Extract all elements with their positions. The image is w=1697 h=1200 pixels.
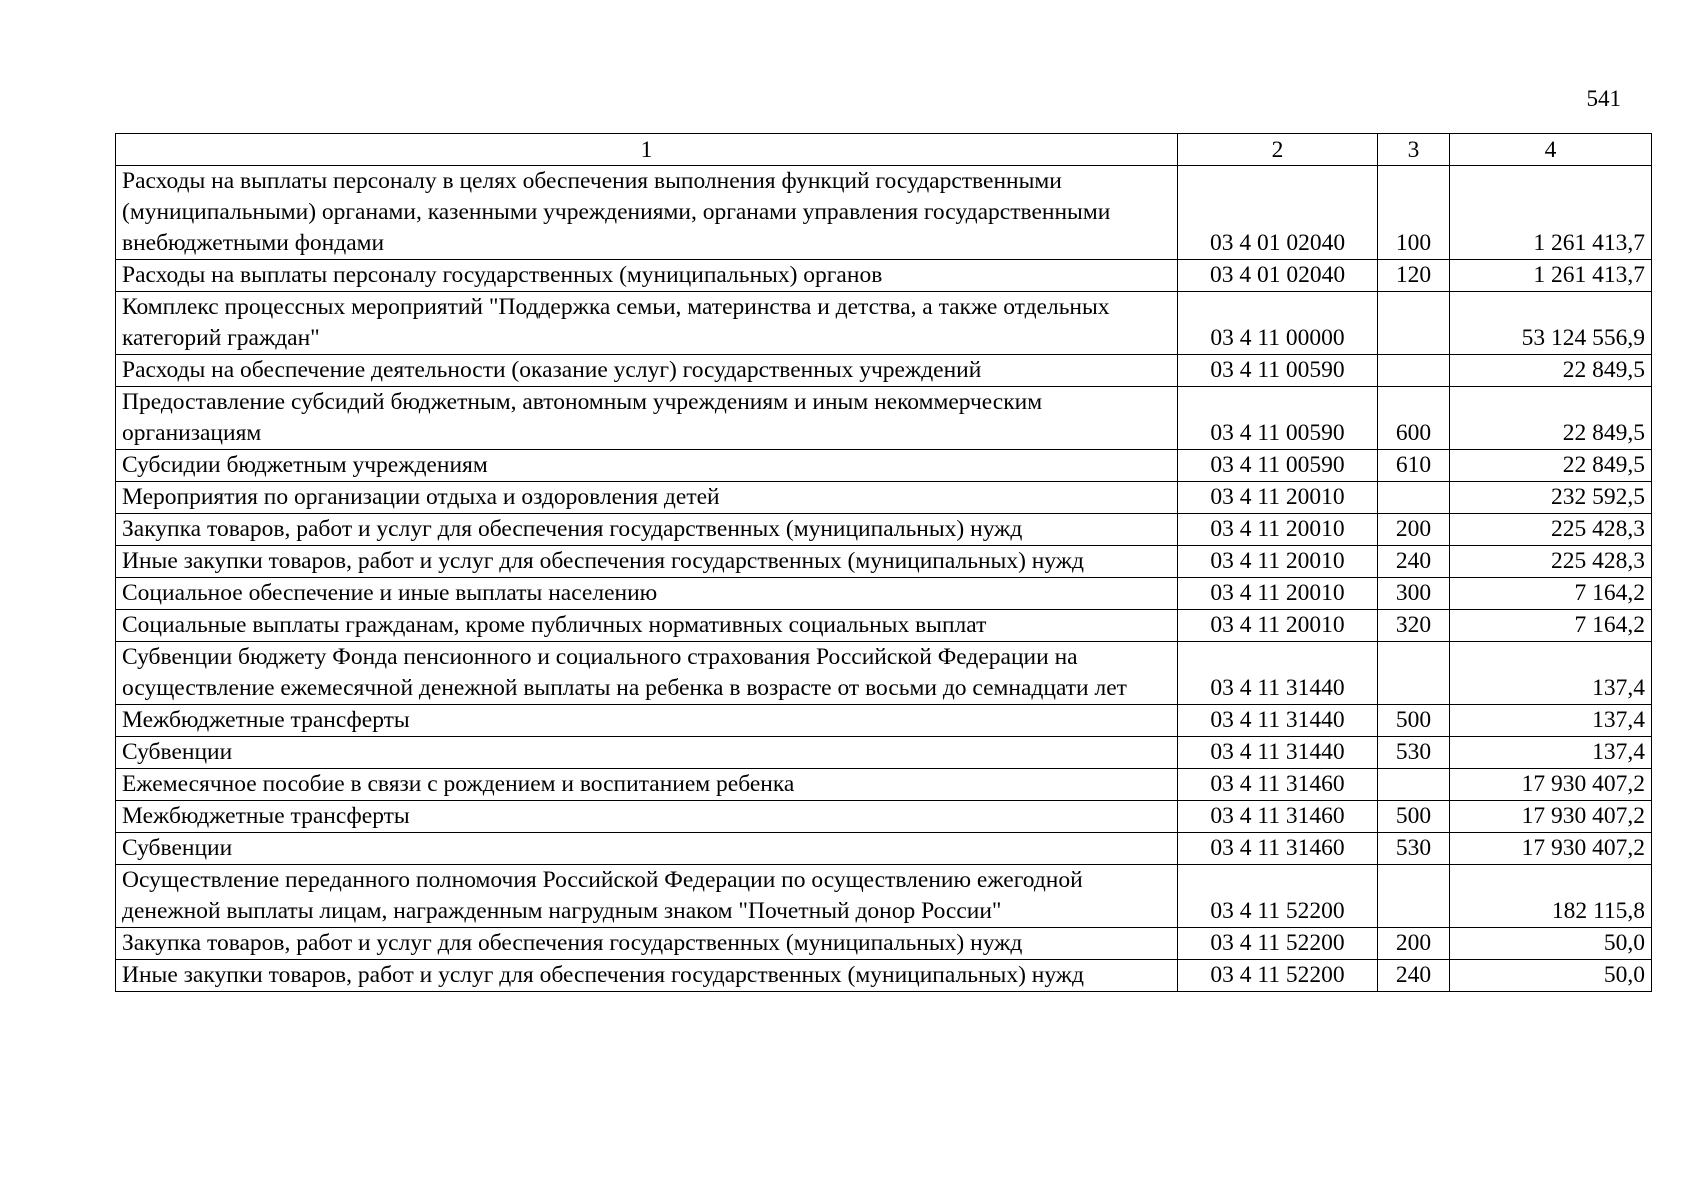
column-header-name: 1 [116,134,1178,166]
cell-expense-type [1378,865,1450,928]
cell-amount: 17 930 407,2 [1450,769,1652,801]
table-row [116,960,1652,992]
cell-expense-type: 530 [1378,833,1450,865]
cell-amount: 50,0 [1450,960,1652,992]
cell-expense-type: 120 [1378,260,1450,292]
cell-target-code: 03 4 11 52200 [1178,960,1378,992]
cell-amount: 7 164,2 [1450,610,1652,642]
table-row [116,166,1652,260]
table-row [116,292,1652,355]
cell-amount: 1 261 413,7 [1450,260,1652,292]
cell-amount: 232 592,5 [1450,482,1652,514]
cell-amount: 137,4 [1450,642,1652,705]
cell-target-code: 03 4 01 02040 [1178,260,1378,292]
table-row [116,705,1652,737]
cell-expense-type: 240 [1378,960,1450,992]
table-row [116,546,1652,578]
cell-expense-type: 100 [1378,166,1450,260]
cell-target-code: 03 4 11 31460 [1178,769,1378,801]
cell-amount: 22 849,5 [1450,450,1652,482]
cell-expense-type [1378,482,1450,514]
cell-amount: 182 115,8 [1450,865,1652,928]
cell-expense-type: 500 [1378,801,1450,833]
cell-target-code: 03 4 11 00590 [1178,355,1378,387]
table-row [116,578,1652,610]
table-row [116,514,1652,546]
cell-name: Расходы на выплаты персоналу в целях обеспечения выполнения функций государственными (муниципальными) органами, казенными учреждениями, органами управления государственными внебюджетными фондами [116,166,1178,260]
cell-target-code: 03 4 11 00000 [1178,292,1378,355]
table-header-row [116,134,1652,166]
cell-name: Субсидии бюджетным учреждениям [116,450,1178,482]
cell-amount: 1 261 413,7 [1450,166,1652,260]
cell-expense-type [1378,355,1450,387]
column-header-code: 2 [1178,134,1378,166]
cell-target-code: 03 4 11 52200 [1178,928,1378,960]
cell-name: Расходы на выплаты персоналу государственных (муниципальных) органов [116,260,1178,292]
cell-target-code: 03 4 11 31460 [1178,833,1378,865]
cell-name: Осуществление переданного полномочия Российской Федерации по осуществлению ежегодной денежной выплаты лицам, награжденным нагрудным знаком "Почетный донор России" [116,865,1178,928]
cell-target-code: 03 4 11 20010 [1178,578,1378,610]
cell-expense-type: 200 [1378,514,1450,546]
cell-amount: 22 849,5 [1450,387,1652,450]
cell-expense-type: 320 [1378,610,1450,642]
cell-amount: 137,4 [1450,737,1652,769]
cell-expense-type [1378,769,1450,801]
cell-expense-type: 500 [1378,705,1450,737]
table-row [116,801,1652,833]
table-row [116,355,1652,387]
column-header-type: 3 [1378,134,1450,166]
cell-name: Закупка товаров, работ и услуг для обеспечения государственных (муниципальных) нужд [116,928,1178,960]
cell-target-code: 03 4 11 20010 [1178,482,1378,514]
page-number: 541 [1586,86,1621,111]
cell-expense-type [1378,642,1450,705]
cell-name: Субвенции бюджету Фонда пенсионного и социального страхования Российской Федерации на осуществление ежемесячной денежной выплаты на ребенка в возрасте от восьми до семнадцати лет [116,642,1178,705]
table-row [116,387,1652,450]
table-body [116,166,1652,992]
table-row [116,482,1652,514]
cell-name: Социальное обеспечение и иные выплаты населению [116,578,1178,610]
cell-amount: 50,0 [1450,928,1652,960]
cell-target-code: 03 4 11 20010 [1178,514,1378,546]
table-row [116,260,1652,292]
cell-name: Межбюджетные трансферты [116,801,1178,833]
cell-target-code: 03 4 11 31440 [1178,642,1378,705]
cell-amount: 53 124 556,9 [1450,292,1652,355]
cell-amount: 225 428,3 [1450,546,1652,578]
cell-expense-type: 600 [1378,387,1450,450]
cell-target-code: 03 4 11 31440 [1178,737,1378,769]
cell-name: Ежемесячное пособие в связи с рождением и воспитанием ребенка [116,769,1178,801]
table-row [116,737,1652,769]
cell-name: Мероприятия по организации отдыха и оздоровления детей [116,482,1178,514]
budget-table [115,133,1652,992]
cell-target-code: 03 4 11 31440 [1178,705,1378,737]
cell-amount: 7 164,2 [1450,578,1652,610]
cell-amount: 137,4 [1450,705,1652,737]
cell-expense-type: 530 [1378,737,1450,769]
cell-expense-type: 200 [1378,928,1450,960]
table-row [116,769,1652,801]
cell-name: Закупка товаров, работ и услуг для обеспечения государственных (муниципальных) нужд [116,514,1178,546]
cell-name: Межбюджетные трансферты [116,705,1178,737]
table-row [116,450,1652,482]
table-row [116,865,1652,928]
cell-name: Иные закупки товаров, работ и услуг для обеспечения государственных (муниципальных) нужд [116,960,1178,992]
table-row [116,928,1652,960]
cell-name: Расходы на обеспечение деятельности (оказание услуг) государственных учреждений [116,355,1178,387]
cell-target-code: 03 4 11 20010 [1178,546,1378,578]
column-header-sum: 4 [1450,134,1652,166]
cell-name: Субвенции [116,737,1178,769]
cell-target-code: 03 4 11 52200 [1178,865,1378,928]
cell-name: Предоставление субсидий бюджетным, автономным учреждениям и иным некоммерческим организациям [116,387,1178,450]
cell-name: Комплекс процессных мероприятий "Поддержка семьи, материнства и детства, а также отдельных категорий граждан" [116,292,1178,355]
cell-expense-type: 240 [1378,546,1450,578]
cell-amount: 225 428,3 [1450,514,1652,546]
cell-target-code: 03 4 11 00590 [1178,450,1378,482]
cell-expense-type [1378,292,1450,355]
table-row [116,610,1652,642]
cell-amount: 22 849,5 [1450,355,1652,387]
cell-name: Социальные выплаты гражданам, кроме публичных нормативных социальных выплат [116,610,1178,642]
cell-name: Субвенции [116,833,1178,865]
cell-target-code: 03 4 11 00590 [1178,387,1378,450]
cell-expense-type: 610 [1378,450,1450,482]
cell-amount: 17 930 407,2 [1450,833,1652,865]
cell-target-code: 03 4 11 20010 [1178,610,1378,642]
cell-name: Иные закупки товаров, работ и услуг для обеспечения государственных (муниципальных) нужд [116,546,1178,578]
table-row [116,833,1652,865]
cell-amount: 17 930 407,2 [1450,801,1652,833]
cell-target-code: 03 4 11 31460 [1178,801,1378,833]
table-row [116,642,1652,705]
cell-expense-type: 300 [1378,578,1450,610]
cell-target-code: 03 4 01 02040 [1178,166,1378,260]
